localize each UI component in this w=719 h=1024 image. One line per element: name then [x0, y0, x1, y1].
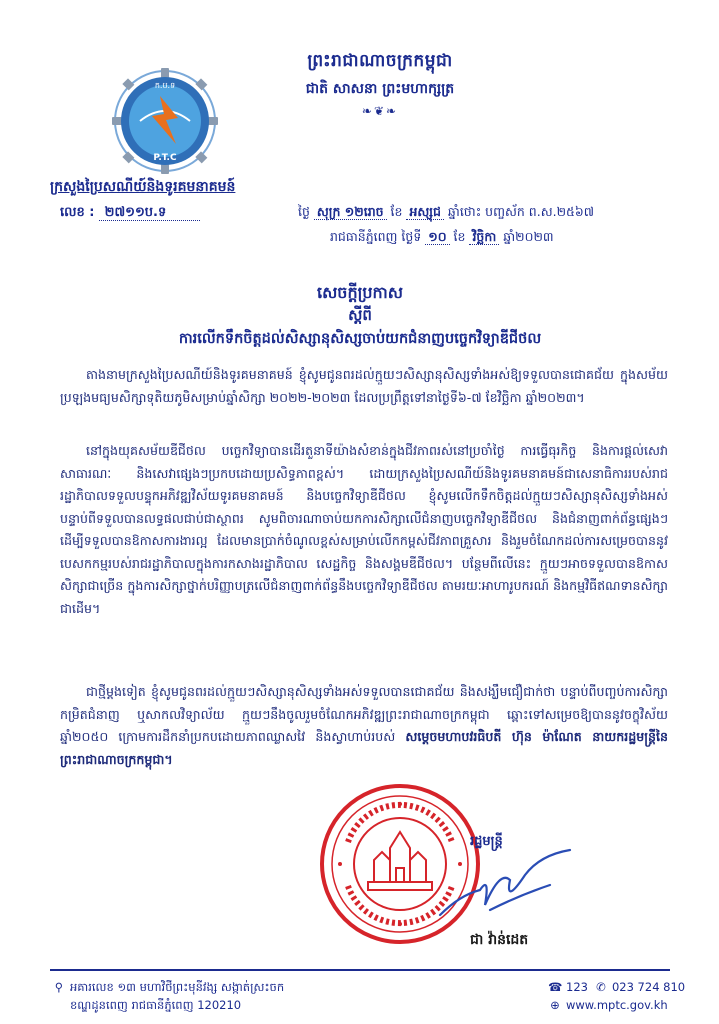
- lunar-rest: ឆ្នាំថោះ បញ្ចស័ក ព.ស.២៥៦៧: [447, 204, 595, 219]
- ornament-divider: ❧❦❧: [361, 104, 399, 118]
- month-prefix: ខែ: [453, 229, 466, 244]
- lunar-date: [298, 204, 594, 223]
- globe-icon: ⊕: [550, 998, 560, 1012]
- logo-top-text: ក.ប.ទ: [154, 81, 176, 90]
- prime-minister-name: សម្តេចមហាបវរធិបតី ហ៊ុន ម៉ាណែត នាយករដ្ឋមន្ត្រីនៃព្រះរាជាណាចក្រកម្ពុជា។: [60, 729, 668, 767]
- footer-address: [52, 978, 284, 1014]
- announcement-title: សេចក្តីប្រកាស: [316, 283, 403, 302]
- date-year: ឆ្នាំ២០២៣: [503, 229, 554, 244]
- footer-divider: [50, 969, 670, 971]
- ministry-name: ក្រសួងប្រៃសណីយ៍និងទូរគមនាគមន៍: [50, 179, 236, 195]
- lunar-day: សុក្រ ១២រោច: [314, 204, 387, 220]
- body-paragraph-3: [60, 681, 668, 771]
- logo-bottom-text: P.T.C: [153, 153, 177, 163]
- signatory-name: ជា វ៉ាន់ដេត: [470, 932, 529, 948]
- national-motto: ជាតិ សាសនា ព្រះមហាក្សត្រ: [305, 81, 455, 97]
- signatory-title: រដ្ឋមន្ត្រី: [470, 834, 503, 849]
- website[interactable]: www.mptc.gov.kh: [566, 998, 668, 1012]
- hotline: 123: [566, 980, 588, 994]
- reference-value: ២៧១១ប.ទ: [99, 205, 201, 221]
- kingdom-title: ព្រះរាជាណាចក្រកម្ពុជា: [307, 51, 453, 71]
- phone-icon: ☎: [548, 980, 563, 994]
- phone-number: 023 724 810: [611, 980, 686, 994]
- handwritten-signature: [430, 835, 580, 925]
- solar-date: [330, 229, 554, 248]
- lunar-prefix: ថ្ងៃ: [298, 204, 310, 219]
- footer-contact: [548, 978, 685, 1014]
- announcement-subject: ការលើកទឹកចិត្តដល់សិស្សានុសិស្សចាប់យកជំនាញបច្ចេកវិទ្យាឌីជីថល: [178, 331, 542, 347]
- body-paragraph-2: នៅក្នុងយុគសម័យឌីជីថល បច្ចេកវិទ្យាបានដើរតួនាទីយ៉ាងសំខាន់ក្នុងជីវភាពរស់នៅប្រចាំថ្ងៃ ការធ្វើធុរកិច្ច និងការផ្តល់សេវាសាធារណៈ និងសេវាផ្សេងៗប្រកបដោយប្រសិទ្ធភាពខ្ពស់។ ដោយក្រសួងប្រៃសណីយ៍និងទូរគមនាគមន៍ជាសេនាធិការរបស់រាជរដ្ឋាភិបាលទទួលបន្ទុកអភិវឌ្ឍវិស័យទូរគមនាគមន៍ និងបច្ចេកវិទ្យាឌីជីថល ខ្ញុំសូមលើកទឹកចិត្តដល់ក្មួយៗសិស្សានុសិស្សទាំងអស់ បន្ទាប់ពីទទួលបានលទ្ធផលជាប់ជាស្ថាពរ សូមពិចារណាចាប់យកការសិក្សាលើជំនាញបច្ចេកវិទ្យាឌីជីថល និងជំនាញពាក់ព័ន្ធផ្សេងៗ ដើម្បីទទួលបានឱកាសការងារល្អ ដែលមានប្រាក់ចំណូលខ្ពស់សម្រាប់លើកកម្ពស់ជីវភាពគ្រួសារ និងរួមចំណែកដល់ការសម្រេចបាននូវបេសកកម្មរបស់រាជរដ្ឋាភិបាលក្នុងការកសាងរដ្ឋាភិបាល សេដ្ឋកិច្ច និងសង្គមឌីជីថល។ បន្ថែមពីលើនេះ ក្មួយៗអាចទទួលបានឱកាសសិក្សាជាច្រើន ក្នុងការសិក្សាថ្នាក់បរិញ្ញាបត្រលើជំនាញពាក់ព័ន្ធនឹងបច្ចេកវិទ្យាឌីជីថល តាមរយៈអាហារូបករណ៍ និងកម្មវិធីឥណទានសិក្សាជាដើម។: [60, 443, 668, 616]
- place-prefix: រាជធានីភ្នំពេញ ថ្ងៃទី: [330, 229, 422, 244]
- location-pin-icon: ⚲: [54, 980, 64, 994]
- announcement-about: ស្តីពី: [348, 306, 372, 324]
- reference-label: លេខ :: [60, 205, 95, 220]
- telephone-icon: ✆: [596, 980, 606, 994]
- address-line-1: អគារលេខ ១៣ មហាវិថីព្រះមុនីវង្ស សង្កាត់ស្រះចក: [70, 980, 285, 994]
- date-day: ១០: [425, 229, 449, 245]
- lunar-month-prefix: ខែ: [390, 204, 403, 219]
- reference-number: [60, 204, 200, 223]
- kingdom-header: [250, 50, 510, 118]
- address-line-2: ខណ្ឌដូនពេញ រាជធានីភ្នំពេញ 120210: [70, 998, 242, 1012]
- body-paragraph-1: តាងនាមក្រសួងប្រៃសណីយ៍និងទូរគមនាគមន៍ ខ្ញុំសូមជូនពរដល់ក្មួយៗសិស្សានុសិស្សទាំងអស់ឱ្យទទួលបានជោគជ័យ ក្នុងសម័យប្រឡងមធ្យមសិក្សាទុតិយភូមិសម្រាប់ឆ្នាំសិក្សា ២០២២-២០២៣ ដែលប្រព្រឹត្តទៅនាថ្ងៃទី៦-៧ ខែវិច្ឆិកា ឆ្នាំ២០២៣។: [60, 367, 668, 405]
- lunar-month: អស្សុជ: [406, 204, 444, 220]
- paragraph-3-text: ជាថ្មីម្តងទៀត ខ្ញុំសូមជូនពរដល់ក្មួយៗសិស្សានុសិស្សទាំងអស់ទទួលបានជោគជ័យ និងសង្ឃឹមជឿជាក់ថា បន្ទាប់ពីបញ្ចប់ការសិក្សាកម្រិតជំនាញ ឬសាកលវិទ្យាល័យ ក្មួយៗនឹងចូលរួមចំណែកអភិវឌ្ឍព្រះរាជាណាចក្រកម្ពុជា ឆ្ពោះទៅសម្រេចឱ្យបាននូវចក្ខុវិស័យឆ្នាំ២០៥០ ក្រោមការដឹកនាំប្រកបដោយភាពឈ្លាសវៃ និងស្វាហាប់របស់: [60, 684, 668, 744]
- ministry-logo: [110, 66, 220, 176]
- date-month: វិច្ឆិកា: [469, 229, 499, 245]
